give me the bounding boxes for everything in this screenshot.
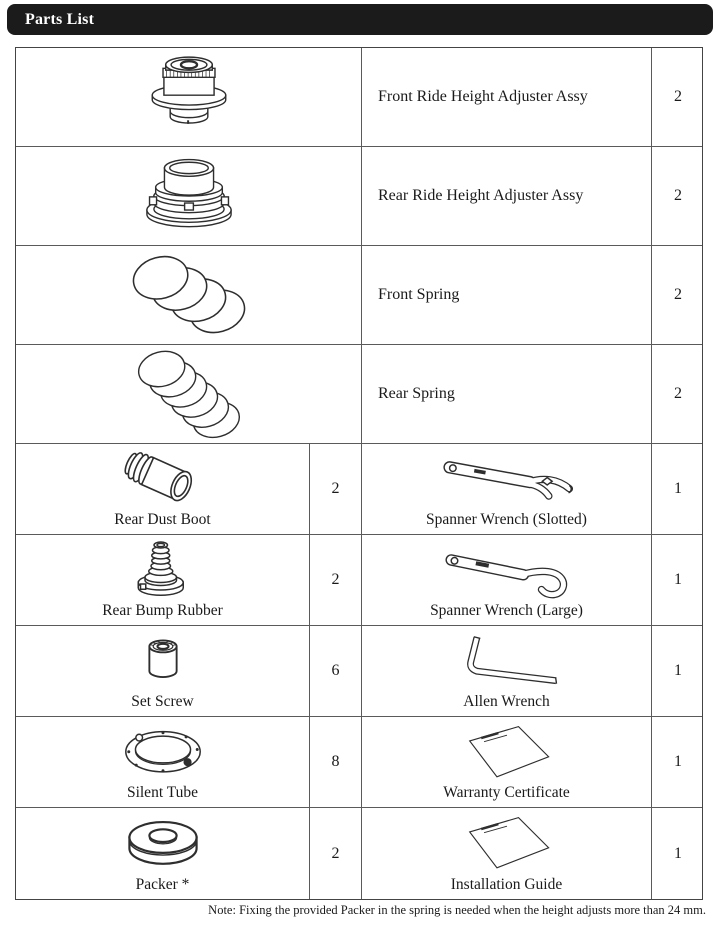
part-qty-cell (310, 717, 362, 807)
part-cell (16, 444, 310, 534)
part-cell (362, 626, 652, 716)
installation-guide-drawing (437, 809, 577, 875)
parts-table (15, 47, 703, 900)
table-row (16, 345, 702, 444)
front-spring-drawing (121, 252, 257, 338)
table-row (16, 535, 702, 626)
part-qty-cell (652, 345, 704, 443)
rear-spring-drawing (124, 348, 254, 440)
part-qty-cell (310, 444, 362, 534)
part-name: Packer * (135, 876, 190, 893)
part-name: Warranty Certificate (443, 784, 570, 801)
part-drawing-cell (16, 246, 362, 344)
part-qty: 1 (674, 753, 682, 770)
packer-drawing (114, 812, 212, 872)
part-qty-cell (652, 444, 704, 534)
spanner-wrench-large-drawing (426, 537, 588, 601)
part-qty: 1 (674, 571, 682, 588)
part-qty-cell (652, 535, 704, 625)
table-row (16, 444, 702, 535)
part-qty: 2 (331, 844, 340, 862)
part-drawing-cell (16, 345, 362, 443)
page-title: Parts List (25, 10, 95, 28)
part-name: Rear Ride Height Adjuster Assy (378, 187, 584, 204)
part-name: Silent Tube (126, 784, 199, 801)
rear-ride-height-adjuster-drawing (132, 155, 246, 237)
part-qty: 2 (331, 571, 340, 588)
part-name: Spanner Wrench (Large) (430, 602, 583, 619)
rear-bump-rubber-drawing (124, 536, 202, 602)
part-qty-cell (652, 717, 704, 807)
part-qty-cell (652, 147, 704, 245)
part-name: Installation Guide (450, 876, 563, 893)
part-qty-cell (310, 535, 362, 625)
part-name: Rear Dust Boot (114, 511, 211, 528)
part-drawing-cell (16, 48, 362, 146)
part-qty: 2 (674, 187, 682, 204)
table-row (16, 717, 702, 808)
silent-tube-drawing (103, 719, 223, 783)
part-qty-cell (652, 246, 704, 344)
part-name: Front Ride Height Adjuster Assy (378, 88, 588, 105)
part-qty: 8 (331, 753, 340, 770)
part-qty-cell (652, 626, 704, 716)
part-name-cell (362, 48, 652, 146)
table-row (16, 808, 702, 899)
spanner-wrench-slotted-drawing (426, 446, 588, 510)
part-name: Allen Wrench (463, 693, 550, 710)
part-qty: 2 (331, 480, 340, 497)
part-drawing-cell (16, 147, 362, 245)
part-name: Front Spring (378, 286, 460, 303)
part-qty: 2 (674, 385, 682, 402)
part-cell (362, 717, 652, 807)
part-qty: 2 (674, 88, 682, 105)
part-cell (362, 535, 652, 625)
footnote: Note: Fixing the provided Packer in the spring is needed when the height adjusts more than 24 mm. (208, 903, 706, 917)
table-row (16, 246, 702, 345)
front-ride-height-adjuster-drawing (139, 54, 239, 140)
part-cell (16, 535, 310, 625)
part-qty-cell (310, 626, 362, 716)
part-qty-cell (652, 808, 704, 899)
part-qty: 1 (674, 662, 682, 679)
part-name-cell (362, 345, 652, 443)
set-screw-drawing (140, 632, 186, 688)
part-name: Rear Bump Rubber (102, 602, 223, 619)
part-name: Spanner Wrench (Slotted) (426, 511, 587, 528)
part-cell (362, 444, 652, 534)
part-name-cell (362, 147, 652, 245)
table-row (16, 626, 702, 717)
table-row (16, 48, 702, 147)
part-cell (362, 808, 652, 899)
part-qty: 6 (331, 662, 340, 679)
rear-dust-boot-drawing (104, 445, 222, 511)
part-qty-cell (652, 48, 704, 146)
part-name-cell (362, 246, 652, 344)
part-cell (16, 808, 310, 899)
part-qty: 2 (674, 286, 682, 303)
table-row (16, 147, 702, 246)
part-qty: 1 (674, 844, 682, 862)
warranty-certificate-drawing (437, 718, 577, 784)
part-name: Set Screw (131, 693, 194, 710)
header-bar (7, 4, 713, 35)
part-name: Rear Spring (378, 385, 455, 402)
part-cell (16, 717, 310, 807)
part-cell (16, 626, 310, 716)
part-qty-cell (310, 808, 362, 899)
part-qty: 1 (674, 480, 682, 497)
allen-wrench-drawing (439, 629, 575, 691)
